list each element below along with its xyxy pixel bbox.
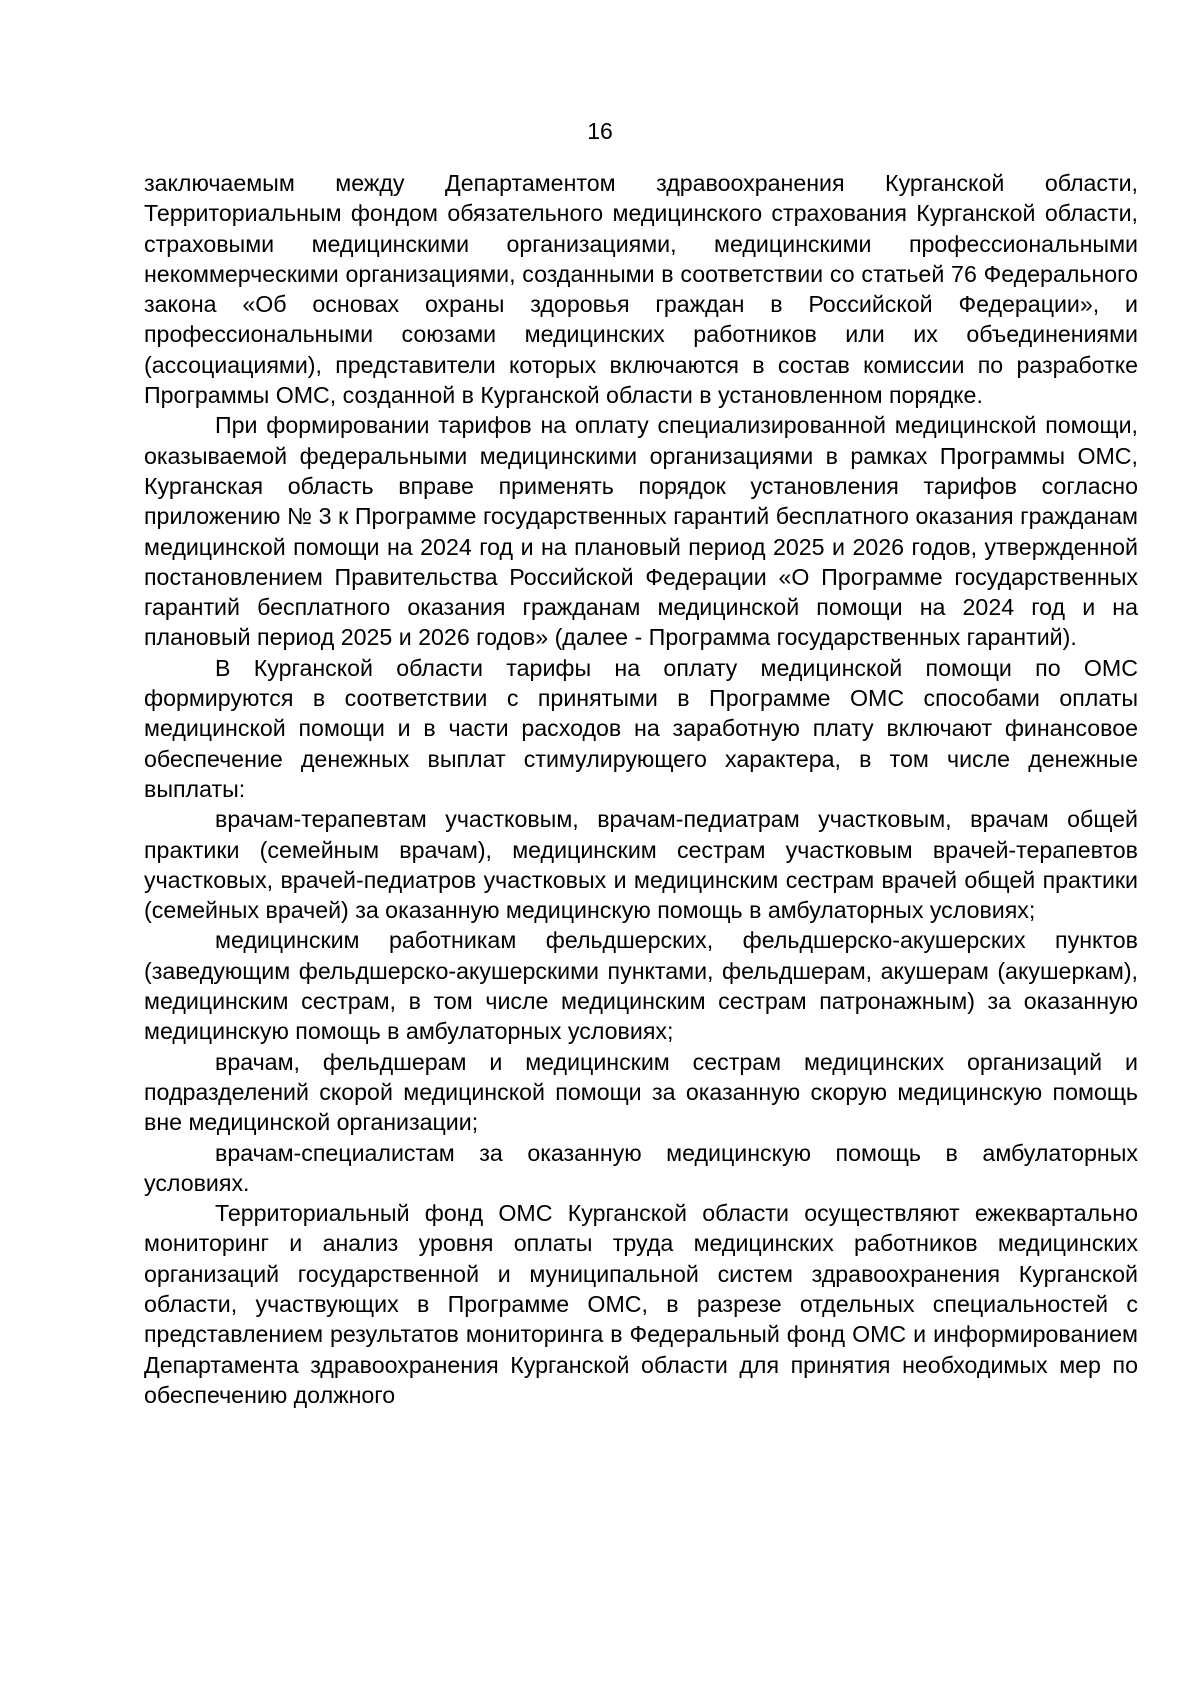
document-body [144,168,1138,1410]
list-item-therapists: врачам-терапевтам участковым, врачам-педиатрам участковым, врачам общей практики (семейным врачам), медицинским сестрам участковым врачей-терапевтов участковых, врачей-педиатров участковых и медицинским сестрам врачей общей практики (семейных врачей) за оказанную медицинскую помощь в амбулаторных условиях; [144,806,1138,924]
paragraph-monitoring: Территориальный фонд ОМС Курганской области осуществляют ежеквартально мониторинг и анализ уровня оплаты труда медицинских работников медицинских организаций государственной и муниципальной систем здравоохранения Курганской области, участвующих в Программе ОМС, в разрезе отдельных специальностей с представлением результатов мониторинга в Федеральный фонд ОМС и информированием Департамента здравоохранения Курганской области для принятия необходимых мер по обеспечению должного [144,1200,1138,1408]
paragraph-continuation: заключаемым между Департаментом здравоохранения Курганской области, Территориальным фондом обязательного медицинского страхования Курганской области, страховыми медицинскими организациями, медицинскими профессиональными некоммерческими организациями, созданными в соответствии со статьей 76 Федерального закона «Об основах охраны здоровья граждан в Российской Федерации», и профессиональными союзами медицинских работников или их объединениями (ассоциациями), представители которых включаются в состав комиссии по разработке Программы ОМС, созданной в Курганской области в установленном порядке. [144,170,1138,409]
list-item-feldsher-points: медицинским работникам фельдшерских, фельдшерско-акушерских пунктов (заведующим фельдшерско-акушерскими пунктами, фельдшерам, акушерам (акушеркам), медицинским сестрам, в том числе медицинским сестрам патронажным) за оказанную медицинскую помощь в амбулаторных условиях; [144,927,1138,1045]
list-item-emergency-care: врачам, фельдшерам и медицинским сестрам медицинских организаций и подразделений скорой медицинской помощи за оказанную скорую медицинскую помощь вне медицинской организации; [144,1048,1138,1136]
list-item-specialists: врачам-специалистам за оказанную медицинскую помощь в амбулаторных условиях. [144,1139,1138,1196]
paragraph-kurgan-tariffs: В Курганской области тарифы на оплату медицинской помощи по ОМС формируются в соответствии с принятыми в Программе ОМС способами оплаты медицинской помощи и в части расходов на заработную плату включают финансовое обеспечение денежных выплат стимулирующего характера, в том числе денежные выплаты: [144,654,1138,802]
page-number: 16 [587,118,613,144]
paragraph-tariff-formation: При формировании тарифов на оплату специализированной медицинской помощи, оказываемой федеральными медицинскими организациями в рамках Программы ОМС, Курганская область вправе применять порядок установления тарифов согласно приложению № 3 к Программе государственных гарантий бесплатного оказания гражданам медицинской помощи на 2024 год и на плановый период 2025 и 2026 годов, утвержденной постановлением Правительства Российской Федерации «О Программе государственных гарантий бесплатного оказания гражданам медицинской помощи на 2024 год и на плановый период 2025 и 2026 годов» (далее - Программа государственных гарантий). [144,412,1138,651]
